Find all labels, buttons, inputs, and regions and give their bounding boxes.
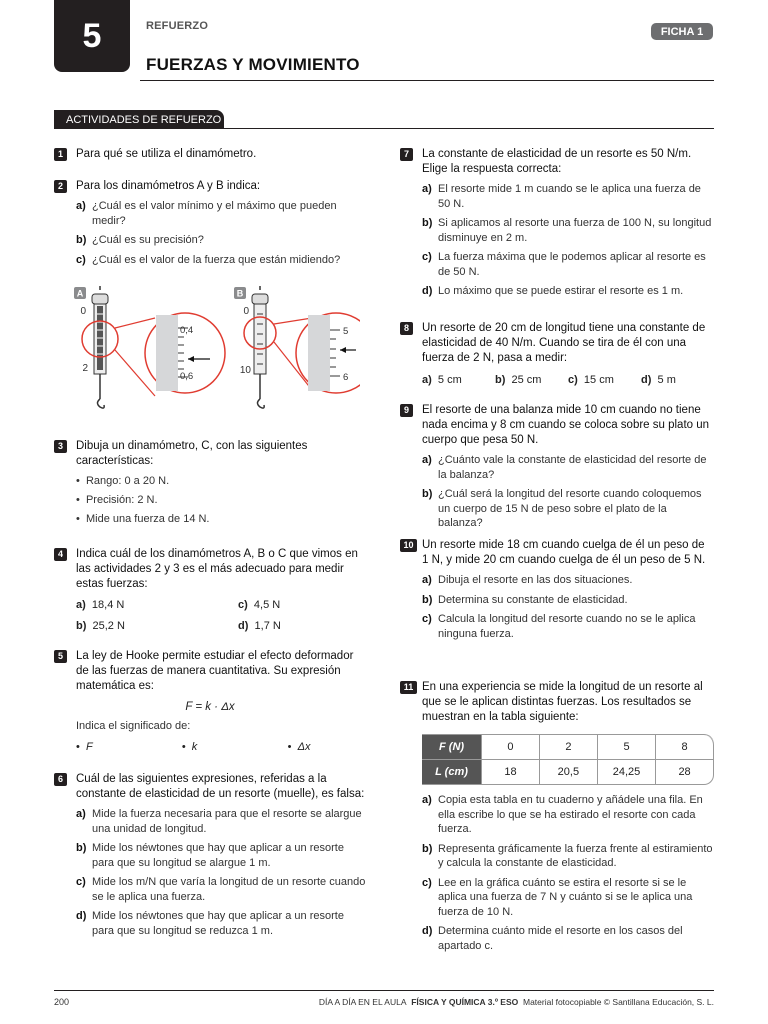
- option-letter: c): [76, 876, 86, 888]
- table-row: [422, 760, 714, 785]
- question-text: La ley de Hooke permite estudiar el efecto deformador de las fuerzas de manera cuantitativa. Su expresión matemática es:: [76, 650, 354, 692]
- option-a: [76, 199, 366, 228]
- scale-b-zero: 0: [243, 306, 249, 317]
- option-text: Dibuja el resorte en las dos situaciones.: [438, 574, 633, 586]
- bullet-item: • F: [76, 741, 93, 753]
- question-text: Un resorte mide 18 cm cuando cuelga de él un peso de 1 N, y mide 20 cm cuando cuelga de él un peso de 5 N.: [422, 539, 706, 566]
- option-text: ¿Cuál es su precisión?: [92, 234, 204, 246]
- option-text: Mide los m/N que varía la longitud de un resorte cuando se le aplica una fuerza.: [92, 876, 366, 903]
- option-letter: a): [422, 374, 432, 386]
- option-text: ¿Cuánto vale la constante de elasticidad del resorte de la balanza?: [438, 454, 707, 481]
- option-text: Mide los néwtones que hay que aplicar a un resorte para que su longitud se reduzca 1 m.: [92, 910, 344, 937]
- option-a: [76, 807, 366, 836]
- table-row: [422, 735, 714, 760]
- question-text: Para qué se utiliza el dinamómetro.: [76, 148, 257, 160]
- question-number: 5: [54, 650, 67, 663]
- option-text: Si aplicamos al resorte una fuerza de 100 N, su longitud disminuye en 2 m.: [438, 217, 712, 244]
- question-11: [400, 680, 714, 953]
- option-letter: c): [568, 374, 578, 386]
- question-text: Cuál de las siguientes expresiones, referidas a la constante de elasticidad de un resorte (muelle), es falsa:: [76, 773, 365, 800]
- option-d: [422, 924, 714, 953]
- bullet-item: • k: [181, 741, 198, 753]
- question-1: [54, 147, 366, 162]
- bullet-text: Rango: 0 a 20 N.: [85, 475, 170, 487]
- option-text: Determina cuánto mide el resorte en los casos del apartado c.: [438, 925, 683, 952]
- zoom-a-tick-2: 0,6: [180, 371, 194, 382]
- question-text: Indica cuál de los dinamómetros A, B o C que vimos en las actividades 2 y 3 es el más adecuado para medir estas fuerzas:: [76, 548, 358, 590]
- question-number: 10: [400, 539, 417, 552]
- option-letter: b): [422, 488, 433, 500]
- question-text: Dibuja un dinamómetro, C, con las siguientes características:: [76, 440, 308, 467]
- bullet-text: F: [85, 741, 93, 753]
- option-letter: a): [422, 183, 432, 195]
- option-text: 25 cm: [511, 374, 542, 386]
- question-number: 2: [54, 180, 67, 193]
- bullet-text: Δx: [297, 741, 311, 753]
- question-text: La constante de elasticidad de un resorte es 50 N/m. Elige la respuesta correcta:: [422, 148, 692, 175]
- symbol-list: [76, 740, 366, 755]
- question-8: [400, 321, 714, 388]
- scale-a-low: 2: [82, 363, 88, 374]
- footer-series: DÍA A DÍA EN EL AULA: [318, 997, 407, 1007]
- dynamometer-b: [252, 286, 268, 408]
- question-text: En una experiencia se mide la longitud de un resorte al que se le aplican distintas fuerzas. Los resultados se muestran en la tabla siguiente:: [422, 681, 703, 723]
- question-9: [400, 403, 714, 531]
- footer-copyright: Material fotocopiable © Santillana Educación, S. L.: [522, 997, 714, 1007]
- option-text: ¿Cuál es el valor mínimo y el máximo que pueden medir?: [92, 200, 337, 227]
- dynamometer-a: [92, 286, 108, 408]
- option-b: [76, 619, 238, 634]
- table-cell: 5: [598, 735, 656, 760]
- zoom-a-tick-1: 0,4: [180, 325, 194, 336]
- option-text: 18,4 N: [91, 599, 125, 611]
- option-text: 15 cm: [583, 374, 614, 386]
- option-b: [422, 593, 714, 608]
- option-letter: a): [422, 454, 432, 466]
- unit-number-badge: [54, 0, 130, 72]
- options-grid: [76, 598, 366, 634]
- option-text: Lo máximo que se puede estirar el resorte es 1 m.: [438, 285, 684, 297]
- option-a: [422, 373, 495, 388]
- option-a: [422, 573, 714, 588]
- question-text: Para los dinamómetros A y B indica:: [76, 180, 261, 192]
- option-letter: d): [422, 925, 433, 937]
- table-cell: 20,5: [540, 760, 598, 785]
- question-number: 8: [400, 322, 413, 335]
- question-4: [54, 547, 366, 634]
- option-text: ¿Cuál es el valor de la fuerza que están midiendo?: [92, 253, 341, 266]
- section-tab: [54, 110, 224, 129]
- scale-b-low: 10: [239, 365, 251, 376]
- table-header-length: L (cm): [422, 760, 482, 785]
- option-letter: d): [76, 910, 87, 922]
- table-cell: 28: [656, 760, 714, 785]
- bullet-text: Precisión: 2 N.: [85, 494, 158, 506]
- option-letter: a): [76, 200, 86, 212]
- question-number: 7: [400, 148, 413, 161]
- option-letter: b): [76, 842, 87, 854]
- question-2: [54, 179, 366, 267]
- bullet-item: • Precisión: 2 N.: [76, 494, 158, 506]
- question-prompt: Indica el significado de:: [76, 720, 191, 732]
- table-cell: 0: [482, 735, 540, 760]
- option-d: [238, 619, 388, 634]
- option-d: [422, 284, 714, 299]
- bullet-text: Mide una fuerza de 14 N.: [85, 513, 210, 525]
- bullet-item: • Δx: [287, 741, 311, 753]
- table-cell: 24,25: [598, 760, 656, 785]
- option-letter: a): [422, 794, 432, 806]
- option-text: Copia esta tabla en tu cuaderno y añádele una fila. En ella escribe lo que se ha estirado el resorte con cada fuerza.: [438, 794, 703, 835]
- hooke-formula: F = k · Δx: [185, 701, 235, 713]
- option-letter: a): [76, 808, 86, 820]
- option-a: [422, 793, 714, 837]
- option-letter: b): [422, 217, 433, 229]
- question-6: [54, 772, 366, 938]
- option-c: [238, 598, 388, 613]
- option-text: Determina su constante de elasticidad.: [438, 593, 628, 606]
- question-5: [54, 649, 366, 755]
- data-table: [422, 734, 714, 785]
- bullet-item: • Mide una fuerza de 14 N.: [76, 513, 210, 525]
- section-title: ACTIVIDADES DE REFUERZO: [66, 113, 222, 126]
- zoom-b-tick-2: 6: [343, 372, 349, 383]
- option-c: [76, 253, 366, 268]
- option-text: Mide la fuerza necesaria para que el resorte se alargue una unidad de longitud.: [92, 808, 362, 835]
- option-text: Representa gráficamente la fuerza frente al estiramiento y calcula la constante de elasticidad.: [438, 842, 713, 869]
- option-text: Mide los néwtones que hay que aplicar a un resorte para que su longitud se alargue 1 m.: [92, 842, 344, 869]
- option-b: [76, 233, 366, 248]
- question-10: [400, 538, 714, 641]
- option-text: El resorte mide 1 m cuando se le aplica una fuerza de 50 N.: [438, 183, 701, 210]
- option-b: [422, 842, 714, 871]
- footer-divider: [54, 990, 714, 991]
- footer-book: FÍSICA Y QUÍMICA 3.º ESO: [411, 997, 519, 1007]
- bullet-item: • Rango: 0 a 20 N.: [76, 475, 170, 487]
- scale-a-zero: 0: [80, 306, 86, 317]
- label-a: A: [76, 288, 84, 299]
- option-letter: b): [422, 842, 433, 855]
- option-text: 5 m: [657, 374, 676, 386]
- table-cell: 18: [482, 760, 540, 785]
- question-text: El resorte de una balanza mide 10 cm cuando no tiene nada encima y 8 cm cuando se coloca sobre su plato un cuerpo que pesa 50 N.: [422, 404, 710, 446]
- option-letter: c): [76, 253, 86, 266]
- zoom-b-tick-1: 5: [343, 326, 349, 337]
- table-cell: 2: [540, 735, 598, 760]
- option-a: [422, 453, 714, 482]
- option-b: [76, 841, 366, 870]
- table-cell: 8: [656, 735, 714, 760]
- option-letter: a): [422, 574, 432, 586]
- kicker-label: REFUERZO: [146, 20, 209, 32]
- question-number: 1: [54, 148, 67, 161]
- option-letter: d): [238, 620, 249, 632]
- question-3: [54, 439, 366, 526]
- question-number: 11: [400, 681, 417, 694]
- option-c: [76, 875, 366, 904]
- option-letter: b): [76, 620, 87, 632]
- options-row: [422, 373, 714, 388]
- question-number: 3: [54, 440, 67, 453]
- option-text: ¿Cuál será la longitud del resorte cuando coloquemos un cuerpo de 15 N de peso sobre el plato de la balanza?: [438, 488, 702, 529]
- question-text: Un resorte de 20 cm de longitud tiene una constante de elasticidad de 40 N/m. Cuando se tira de él con una fuerza de 2 N, pasa a medir:: [422, 322, 706, 364]
- question-number: 9: [400, 404, 413, 417]
- option-text: 5 cm: [437, 374, 462, 386]
- footer-credits: [319, 997, 714, 1007]
- option-text: 4,5 N: [253, 599, 281, 611]
- option-letter: b): [495, 374, 506, 386]
- page-title: FUERZAS Y MOVIMIENTO: [146, 55, 360, 74]
- question-number: 4: [54, 548, 67, 561]
- option-letter: c): [238, 599, 248, 611]
- option-text: 25,2 N: [92, 620, 125, 632]
- dynamometer-figure: [60, 284, 360, 420]
- option-d: [76, 909, 366, 938]
- option-c: [568, 373, 641, 388]
- option-c: [422, 612, 714, 641]
- option-letter: d): [422, 285, 433, 297]
- option-c: [422, 876, 714, 920]
- option-letter: c): [422, 876, 432, 889]
- option-letter: c): [422, 613, 432, 625]
- bullet-text: k: [191, 741, 198, 753]
- option-letter: c): [422, 251, 432, 263]
- question-7: [400, 147, 714, 299]
- option-c: [422, 250, 714, 279]
- header-divider: [140, 80, 714, 81]
- option-letter: b): [76, 234, 87, 246]
- option-text: Lee en la gráfica cuánto se estira el resorte si se le aplica una fuerza de 7 N y cuánto si se le aplica una fuerza de 10 N.: [438, 876, 693, 918]
- ficha-label: FICHA 1: [660, 25, 704, 38]
- section-divider: [54, 128, 714, 129]
- ficha-badge: [651, 23, 713, 40]
- option-b: [422, 216, 714, 245]
- option-letter: d): [641, 374, 652, 386]
- option-text: Calcula la longitud del resorte cuando no se le aplica ninguna fuerza.: [438, 613, 696, 640]
- option-letter: b): [422, 593, 433, 606]
- option-b: [495, 373, 568, 388]
- label-b: B: [236, 288, 244, 299]
- option-text: La fuerza máxima que le podemos aplicar al resorte es de 50 N.: [438, 251, 706, 278]
- page-number: 200: [54, 997, 70, 1007]
- question-number: 6: [54, 773, 67, 786]
- option-a: [76, 598, 238, 613]
- option-a: [422, 182, 714, 211]
- option-text: 1,7 N: [254, 620, 281, 632]
- option-b: [422, 487, 714, 531]
- table-header-force: F (N): [422, 735, 482, 760]
- option-letter: a): [76, 599, 86, 611]
- option-d: [641, 373, 714, 388]
- unit-number: 5: [82, 16, 102, 55]
